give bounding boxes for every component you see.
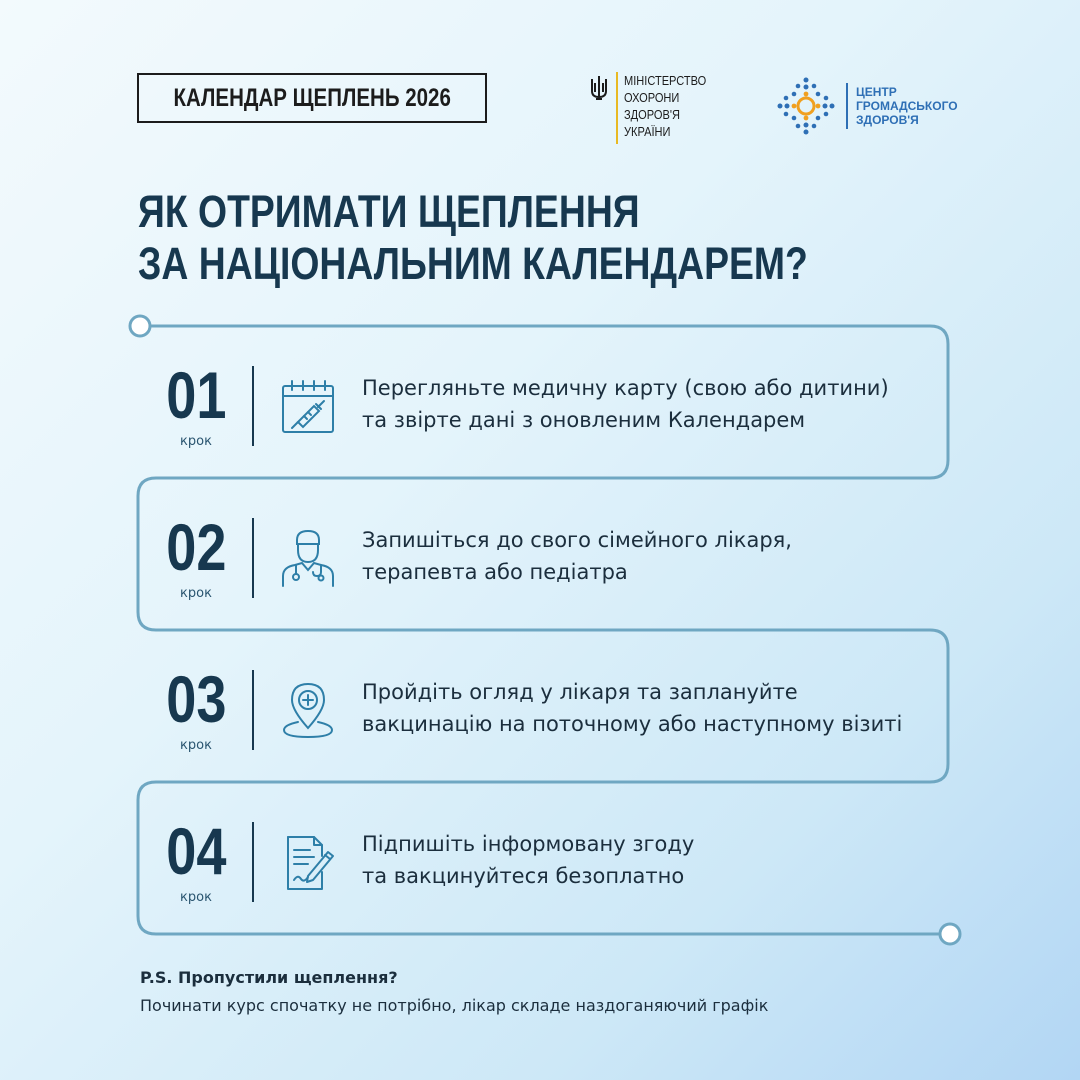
ps-note [140, 964, 768, 1020]
step-description: Перегляньте медичну карту (свою або дитини) та звірте дані з оновленим Календарем [362, 376, 889, 432]
medical-location-pin-icon [278, 680, 338, 740]
step-number: 04 [166, 814, 227, 888]
step-description: Підпишіть інформовану згоду та вакцинуйтеся безоплатно [362, 832, 695, 888]
document-signature-icon [278, 832, 338, 892]
step-3 [140, 634, 948, 784]
step-number: 01 [166, 358, 227, 432]
step-divider [252, 822, 254, 902]
ps-title: P.S. Пропустили щеплення? [140, 968, 398, 987]
step-divider [252, 670, 254, 750]
step-1 [140, 330, 948, 480]
doctor-icon [278, 528, 338, 588]
step-unit: крок [180, 738, 212, 753]
step-unit: крок [180, 890, 212, 905]
step-number: 02 [166, 510, 227, 584]
center-name: ЦЕНТР ГРОМАДСЬКОГО ЗДОРОВ'Я [856, 85, 958, 127]
step-divider [252, 518, 254, 598]
calendar-syringe-icon [278, 376, 338, 436]
step-number: 03 [166, 662, 227, 736]
calendar-label: КАЛЕНДАР ЩЕПЛЕНЬ 2026 [173, 83, 451, 112]
step-description: Пройдіть огляд у лікаря та заплануйте вакцинацію на поточному або наступному візиті [362, 680, 903, 736]
step-divider [252, 366, 254, 446]
step-unit: крок [180, 434, 212, 449]
step-4 [140, 786, 948, 936]
step-description: Запишіться до свого сімейного лікаря, терапевта або педіатра [362, 528, 792, 584]
ps-text: Починати курс спочатку не потрібно, лікар складе наздоганяючий графік [140, 996, 769, 1015]
step-2 [140, 482, 948, 632]
page-title: ЯК ОТРИМАТИ ЩЕПЛЕННЯ ЗА НАЦІОНАЛЬНИМ КАЛЕНДАРЕМ? [138, 186, 808, 289]
ministry-name: МІНІСТЕРСТВО ОХОРОНИ ЗДОРОВ'Я УКРАЇНИ [624, 73, 707, 139]
step-unit: крок [180, 586, 212, 601]
